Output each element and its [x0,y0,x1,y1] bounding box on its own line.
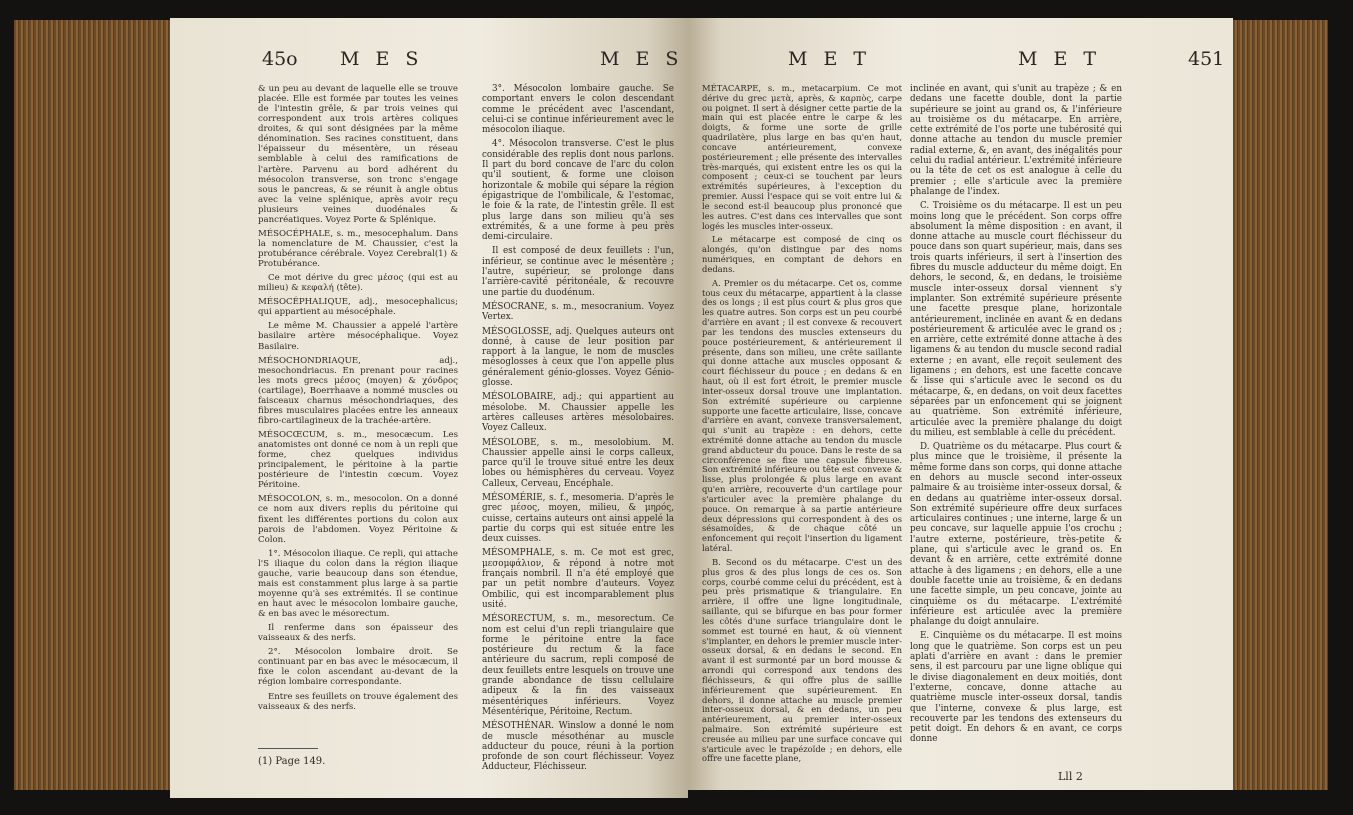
dictionary-entry: MÉSOCŒCUM, s. m., mesocæcum. Les anatomistes ont donné ce nom à un repli que forme, chez quelques individus principalement, le péritoine à la partie postérieure de l'intestin cœcum. Voyez Péritoine. [258,430,458,491]
paragraph: Entre ses feuillets on trouve également des vaisseaux & des nerfs. [258,691,458,712]
paragraph: A. Premier os du métacarpe. Cet os, comme tous ceux du métacarpe, appartient à la classe des os longs ; il est plus court & plus gros que les quatre autres. Son corps est un peu courbé d'arrière en avant ; il est convexe & recouvert par les tendons des muscles extenseurs du pouce postérieurement, & antérieurement il présente, dans son milieu, une crête saillante qui donne attache aux muscles opposant & court fléchisseur du pouce ; en dedans & en haut, où il est fort étroit, le premier muscle inter-osseux dorsal trouve une implantation. Son extrémité supérieure ou carpienne supporte une facette articulaire, lisse, concave d'arrière en avant, convexe transversalement, qui s'unit au trapèze : en dehors, cette extrémité donne attache au tendon du muscle grand abducteur du pouce. Dans le reste de sa circonférence se fixe une capsule fibreuse. Son extrémité inférieure ou tête est convexe & lisse, plus prolongée & plus large en avant qu'en arrière, recouverte d'un cartilage pour s'articuler avec la première phalange du pouce. On remarque à sa partie antérieure deux dépressions qui correspondent à des os sésamoïdes, & de chaque côté un enfoncement qui reçoit l'insertion du ligament latéral. [702,277,902,554]
left-page [170,18,688,798]
paragraph: C. Troisième os du métacarpe. Il est un peu moins long que le précédent. Son corps offre absolument la même disposition : en avant, il donne attache au muscle court fléchisseur du pouce dans son quart supérieur, mais, dans ses trois quarts inférieurs, il sert à l'insertion des fibres du muscle adducteur du même doigt. En dehors, le second, &, en dedans, le troisième muscle inter-osseux dorsal viennent s'y implanter. Son extrémité supérieure présente une facette presque plane, horizontale antérieurement, inclinée en avant & en dedans postérieurement & articulée avec le grand os ; en arrière, cette extrémité donne attache à des ligamens & au tendon du muscle second radial externe ; en avant, elle reçoit seulement des ligamens ; en dehors, est une facette concave & lisse qui s'articule avec le second os du métacarpe, &, en dedans, on voit deux facettes séparées par un enfoncement qui se joignent au quatrième. Son extrémité inférieure, articulée avec la première phalange du doigt du milieu, est semblable à celle du précédent. [910,201,1122,438]
text-column-2 [482,84,674,777]
dictionary-entry: MÉSOCÉPHALE, s. m., mesocephalum. Dans la nomenclature de M. Chaussier, c'est la protubérance cérébrale. Voyez Cerebral(1) & Protubérance. [258,228,458,270]
signature-mark: Lll 2 [1058,770,1083,783]
paragraph: Le même M. Chaussier a appelé l'artère basilaire artère mésocéphalique. Voyez Basilaire. [258,321,458,352]
paragraph: inclinée en avant, qui s'unit au trapèze ; & en dedans une facette double, dont la partie supérieure se joint au grand os, & l'inférieure au troisième os du métacarpe. En arrière, cette extrémité de l'os porte une tubérosité qui donne attache au tendon du muscle premier radial externe, &, en avant, des inégalités pour celui du radial antérieur. L'extrémité inférieure ou la tête de cet os est analogue à celle du premier ; elle s'articule avec la première phalange de l'index. [910,84,1122,197]
paragraph: Le métacarpe est composé de cinq os alongés, qu'on distingue par des noms numériques, en comptant de dehors en dedans. [702,234,902,274]
paragraph: 2°. Mésocolon lombaire droit. Se continuant par en bas avec le mésocæcum, il fixe le colon ascendant au-devant de la région lombaire correspondante. [258,647,458,688]
dictionary-entry: MÉSOMÉRIE, s. f., mesomeria. D'après le grec μέσος, moyen, milieu, & μηρός, cuisse, certains auteurs ont ainsi appelé la partie du corps qui est située entre les deux cuisses. [482,492,674,545]
dictionary-entry: MÉSOGLOSSE, adj. Quelques auteurs ont donné, à cause de leur position par rapport à la langue, le nom de muscles mésoglosses à ceux que l'on appelle plus généralement génio-glosses. Voyez Génio-glosse. [482,326,674,389]
dictionary-entry: MÉTACARPE, s. m., metacarpium. Ce mot dérive du grec μετὰ, après, & καρπὸς, carpe ou poignet. Il sert à désigner cette partie de la main qui est placée entre le carpe & les doigts, & forme une sorte de grille quadrilatère, plus large en bas qu'en haut, concave antérieurement, convexe postérieurement ; elle présente des intervalles très-marqués, qui existent entre les os qui la composent ; ceux-ci se touchent par leurs extrémités supérieures, à l'exception du premier. Aussi l'espace qui se voit entre lui & le second est-il beaucoup plus prononcé que les autres. C'est dans ces intervalles que sont logés les muscles inter-osseux. [702,83,902,231]
dictionary-entry: MÉSOCRANE, s. m., mesocranium. Voyez Vertex. [482,301,674,323]
dictionary-entry: MÉSOCÉPHALIQUE, adj., mesocephalicus; qui appartient au mésocéphale. [258,297,458,318]
paragraph: 1°. Mésocolon iliaque. Ce repli, qui attache l'S iliaque du colon dans la région iliaque gauche, varie beaucoup dans son étendue, mais est constamment plus large à sa partie moyenne qu'à ses extrémités. Il se continue en haut avec le mésocolon lombaire gauche, & en bas avec le mésorectum. [258,548,458,620]
dictionary-entry: MÉSOTHÉNAR. Winslow a donné le nom de muscle mésothénar au muscle adducteur du pouce, réuni à la portion profonde de son court fléchisseur. Voyez Adducteur, Fléchisseur. [482,721,674,773]
book-edge-right [1228,20,1328,790]
running-head: M E T [1018,48,1102,70]
dictionary-entry: MÉSOMPHALE, s. m. Ce mot est grec, μεσομφάλιον, & répond à notre mot français nombril. Il n'a été employé que par un petit nombre d'auteurs. Voyez Ombilic, qui est incomparablement plus usité. [482,548,674,610]
paragraph: B. Second os du métacarpe. C'est un des plus gros & des plus longs de ces os. Son corps, courbé comme celui du précédent, est à peu près prismatique & triangulaire. En arrière, il offre une ligne longitudinale, saillante, qui se bifurque en bas pour former les côtés d'une surface triangulaire dont le sommet est tourné en haut, & où viennent s'implanter, en dehors le premier muscle inter-osseux dorsal, & en dedans le second. En avant il est surmonté par un bord mousse & arrondi qui correspond aux tendons des fléchisseurs, & qui offre plus de saillie inférieurement que supérieurement. En dehors, il donne attache au muscle premier inter-osseux dorsal, & en dedans, un peu antérieurement, au premier inter-osseux palmaire. Son extrémité supérieure est creusée au milieu par une surface concave qui s'articule avec le trapézoïde ; en dehors, elle offre une facette plane, [702,556,902,764]
page-number: 45o [262,48,298,70]
dictionary-entry: MÉSOCOLON, s. m., mesocolon. On a donné ce nom aux divers replis du péritoine qui fixent les différentes portions du colon aux parois de l'abdomen. Voyez Péritoine & Colon. [258,494,458,545]
book-edge-left [14,20,184,790]
running-head: M E S [600,48,684,70]
dictionary-entry: MÉSORECTUM, s. m., mesorectum. Ce nom est celui d'un repli triangulaire que forme le péritoine entre la face postérieure du rectum & la face antérieure du sacrum, repli composé de deux feuillets entre lesquels on trouve une grande abondance de tissu cellulaire adipeux & la fin des vaisseaux mésentériques inférieurs. Voyez Mésentérique, Péritoine, Rectum. [482,614,674,717]
running-head: M E T [788,48,872,70]
paragraph: 3°. Mésocolon lombaire gauche. Se comportant envers le colon descendant comme le précédent avec l'ascendant, celui-ci se continue inférieurement avec le mésocolon iliaque. [482,84,674,136]
dictionary-entry: MÉSOLOBAIRE, adj.; qui appartient au mésolobe. M. Chaussier appelle les artères calleuses artères mésolobaires. Voyez Calleux. [482,392,674,434]
dictionary-entry: MÉSOCHONDRIAQUE, adj., mesochondriacus. En prenant pour racines les mots grecs μέσος (moyen) & χόνδρος (cartilage), Boerrhaave a nommé muscles ou faisceaux charnus mésochondriaques, des fibres musculaires placées entre les anneaux fibro-cartilagineux de la trachée-artère. [258,355,458,426]
text-column-1 [702,84,902,768]
paragraph: & un peu au devant de laquelle elle se trouve placée. Elle est formée par toutes les veines de l'intestin grêle, & par trois veines qui correspondent aux trois artères coliques droites, & qui sont désignées par la même dénomination. Ses racines constituent, dans l'épaisseur du mésentère, un réseau semblable à celui des ramifications de l'artère. Parvenu au bord adhérent du mésocolon transverse, son tronc s'engage sous le pancreas, & se réunit à angle obtus avec la veine splénique, après avoir reçu plusieurs veines duodénales & pancréatiques. Voyez Porte & Splénique. [258,84,458,225]
paragraph: 4°. Mésocolon transverse. C'est le plus considérable des replis dont nous parlons. Il part du bord concave de l'arc du colon qu'il soutient, & forme une cloison horizontale & mobile qui sépare la région épigastrique de l'ombilicale, & l'estomac, le foie & la rate, de l'intestin grêle. Il est plus large dans son milieu qu'à ses extrémités, & a une forme à peu près demi-circulaire. [482,139,674,243]
running-head: M E S [340,48,424,70]
paragraph: Il renferme dans son épaisseur des vaisseaux & des nerfs. [258,623,458,644]
paragraph: D. Quatrième os du métacarpe. Plus court & plus mince que le troisième, il présente la même forme dans son corps, qui donne attache en dehors au muscle second inter-osseux palmaire & au troisième inter-osseux dorsal, & en dedans au quatrième inter-osseux dorsal. Son extrémité supérieure offre deux surfaces articulaires continues ; une interne, large & un peu concave, sur laquelle appuie l'os crochu ; l'autre externe, postérieure, très-petite & plane, qui s'articule avec le grand os. En devant & en arrière, cette extrémité donne attache à des ligamens ; en dehors, elle a une double facette unie au troisième, & en dedans une facette simple, un peu concave, jointe au cinquième os du métacarpe. L'extrémité inférieure est articulée avec la première phalange du doigt annulaire. [910,442,1122,628]
right-page [688,18,1233,790]
text-column-1 [258,84,458,716]
page-number: 451 [1188,48,1225,70]
paragraph: Il est composé de deux feuillets : l'un, inférieur, se continue avec le mésentère ; l'autre, supérieur, se prolonge dans l'arrière-cavité péritonéale, & recouvre une partie du duodénum. [482,246,674,298]
text-column-2 [910,84,1122,749]
footnote-rule [258,748,318,749]
footnote: (1) Page 149. [258,756,326,767]
paragraph: Ce mot dérive du grec μέσος (qui est au milieu) & κεφαλή (tête). [258,273,458,294]
dictionary-entry: MÉSOLOBE, s. m., mesolobium. M. Chaussier appelle ainsi le corps calleux, parce qu'il le trouve situé entre les deux lobes ou hémisphères du cerveau. Voyez Calleux, Cerveau, Encéphale. [482,437,674,489]
paragraph: E. Cinquième os du métacarpe. Il est moins long que le quatrième. Son corps est un peu aplati d'arrière en avant : dans le premier sens, il est parcouru par une ligne oblique qui le divise diagonalement en deux moitiés, dont l'externe, concave, donne attache au quatrième muscle inter-osseux dorsal, tandis que l'interne, convexe & plus large, est recouverte par les tendons des extenseurs du petit doigt. En dehors & en avant, ce corps donne [910,631,1122,745]
